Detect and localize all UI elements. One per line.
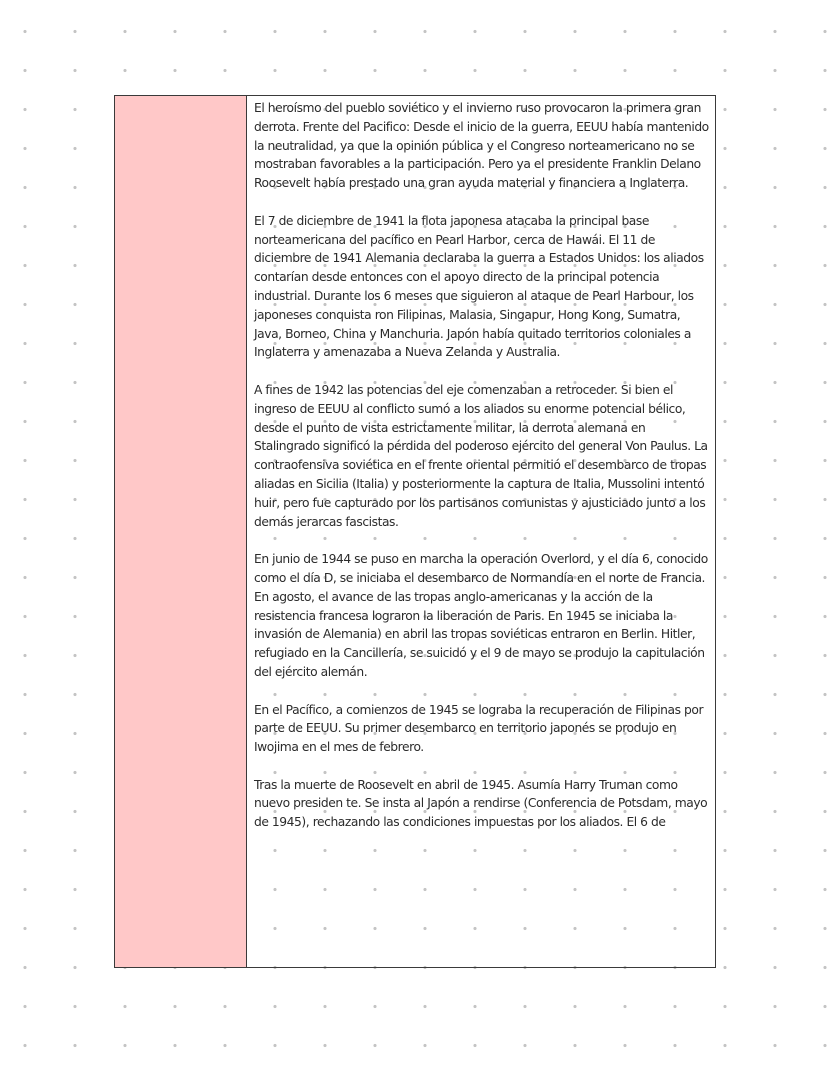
paragraph-truman: Tras la muerte de Roosevelt en abril de 1945. Asumía Harry Truman como nuevo presiden te. Se insta al Japón a rendirse (Conferencia de Potsdam, mayo de 1945), rechazando las condiciones impuestas por los aliados. El 6 de	[254, 777, 708, 830]
paragraph-pearl-harbor: El 7 de diciembre de 1941 la flota japonesa atacaba la principal base norteamericana del pacífico en Pearl Harbor, cerca de Hawái. El 11 de diciembre de 1941 Alemania declaraba la guerra a Estados Unidos: los aliados contarían desde entonces con el apoyo directo de la principal potencia industrial. Durante los 6 meses que siguieron al ataque de Pearl Harbour, los japoneses conquista ron Filipinas, Malasia, Singapur, Hong Kong, Sumatra, Java, Borneo, China y Manchuria. Japón había quitado territorios coloniales a Inglaterra y amenazaba a Nueva Zelanda y Australia.	[254, 213, 704, 360]
notebook-sheet	[114, 95, 716, 968]
paragraph-pacifico: En el Pacífico, a comienzos de 1945 se lograba la recuperación de Filipinas por parte de EEUU. Su primer desembarco en territorio japonés se produjo en Iwojima en el mes de febrero.	[254, 702, 704, 755]
paragraph-heroismo: El heroísmo del pueblo soviético y el invierno ruso provocaron la primera gran derrota. Frente del Pacifico: Desde el inicio de la guerra, EEUU había mantenido la neutralidad, ya que la opinión pública y el Congreso norteamericano no se mostraban favorables a la participación. Pero ya el presidente Franklin Delano Roosevelt había prestado una gran ayuda material y financiera a Inglaterra.	[254, 101, 709, 191]
paragraph-normandia: En junio de 1944 se puso en marcha la operación Overlord, y el día 6, conocido como el día D, se iniciaba el desembarco de Normandía en el norte de Francia. En agosto, el avance de las tropas anglo-americanas y la acción de la resistencia francesa lograron la liberación de Paris. En 1945 se iniciaba la invasión de Alemania) en abril las tropas soviéticas entraron en Berlin. Hitler, refugiado en la Cancillería, se suicidó y el 9 de mayo se produjo la capitulación del ejército alemán.	[254, 552, 708, 679]
notes-text-column	[247, 96, 715, 967]
pink-margin-column	[115, 96, 247, 967]
paragraph-stalingrado: A fines de 1942 las potencias del eje comenzaban a retroceder. Si bien el ingreso de EEUU al conflicto sumó a los aliados su enorme potencial bélico, desde el punto de vista estrictamente militar, la derrota alemana en Stalingrado significó la pérdida del poderoso ejército del general Von Paulus. La contraofensiva soviética en el frente oriental permitió el desembarco de tropas aliadas en Sicilia (Italia) y posteriormente la captura de Italia, Mussolini intentó huir, pero fue capturado por los partisanos comunistas y ajusticiado junto a los demás jerarcas fascistas.	[254, 382, 708, 529]
